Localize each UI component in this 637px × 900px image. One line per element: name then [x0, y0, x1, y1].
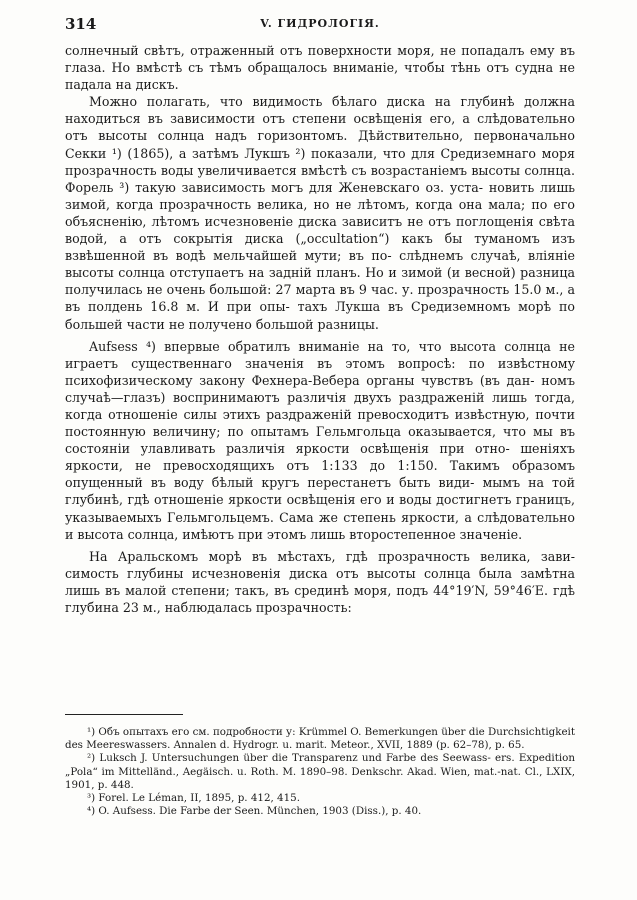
footnote-line: ³) Forel. Le Léman, II, 1895, p. 412, 415. [87, 792, 300, 805]
text-line: Секки ¹) (1865), а затѣмъ Лукшъ ²) показали, что для Средиземнаго [65, 145, 536, 161]
text-line: большой разницы. [255, 316, 379, 332]
running-header [65, 15, 575, 35]
footnote-line: ⁴) O. Aufsess. Die Farbe der Seen. München, 1903 (Diss.), p. 40. [87, 805, 422, 818]
text-line: тогда, когда отношеніе силы этихъ раздраженій превосходитъ извѣстную, [65, 389, 575, 422]
text-line: шеніяхъ яркости, не превосходящихъ отъ 1:133 до 1:150. Такимъ [65, 441, 575, 474]
text-line: номъ случаѣ—глазъ) воспринимаютъ различія двухъ раздраженій лишь [65, 372, 575, 405]
text-line: Но и зимой (и весной) разница получилась не очень большой: 27 марта [65, 265, 575, 298]
text-line: симость глубины исчезновенія диска отъ высоты солнца была замѣтна [65, 565, 575, 581]
text-line: На Аральскомъ морѣ въ мѣстахъ, гдѣ прозрачность велика, зави- [89, 548, 575, 564]
text-line: лишь въ малой степени; такъ, въ срединѣ моря, подъ 44°19′N, 59°46′E. [65, 582, 549, 598]
footnote-line: Akad. Wien, mat.-nat. Cl., LXIX, 1901, p. 448. [65, 765, 576, 791]
text-line: не играетъ существеннаго значенія въ этомъ вопросѣ: по извѣстному [65, 338, 575, 371]
text-line: судна не падала на дискъ. [65, 60, 575, 93]
paragraph-2 [65, 93, 575, 332]
text-line: слѣднемъ случаѣ, вліяніе высоты солнца отступаетъ на задній планъ. [65, 248, 575, 281]
text-line: новить лишь зимой, когда прозрачность велика, но не лѣтомъ, когда [65, 179, 576, 212]
text-line: она мала; по его объясненію, лѣтомъ исчезновеніе диска зависитъ не [65, 196, 575, 229]
page-number: 314 [65, 15, 97, 33]
text-line: моря прозрачность воды увеличивается вмѣстѣ съ возрастаніемъ высоты [65, 145, 575, 178]
text-line: отъ высоты солнца надъ горизонтомъ. Дѣйствительно, первоначально [65, 128, 575, 144]
text-line: яркости, а слѣдовательно и высота солнца, имѣютъ при этомъ лишь [65, 509, 575, 542]
text-line: находиться въ зависимости отъ степени освѣщенія его, а слѣдовательно [65, 111, 575, 127]
footnote-divider [65, 714, 183, 715]
footnote-3 [65, 792, 575, 805]
footnotes [65, 726, 575, 818]
text-line: второстепенное значеніе. [349, 526, 523, 542]
footnote-line: die Durchsichtigkeit des Meereswassers. Annalen d. Hydrogr. u. marit. Meteor., [65, 726, 575, 752]
paragraph-1 [65, 42, 575, 93]
text-line: отъ поглощенія свѣта водой, а отъ сокрытія диска („occultation“) [65, 213, 575, 247]
footnote-1 [65, 726, 575, 752]
text-line: почти постоянную величину; по опытамъ Гельмгольца оказывается, [65, 406, 575, 440]
text-line: въ глаза. Но вмѣстѣ съ тѣмъ обращалось вниманіе, чтобы тѣнь отъ [65, 43, 575, 76]
text-line: Можно полагать, что видимость бѣлаго диска на глубинѣ должна [89, 94, 575, 110]
chapter-title: V. ГИДРОЛОГІЯ. [260, 17, 380, 30]
text-line: солнца. Форель ³) такую зависимость могъ для Женевскаго оз. уста- [65, 162, 575, 195]
footnote-line: XVII, 1889 (p. 62–78), p. 65. [377, 739, 525, 752]
footnote-4 [65, 805, 575, 818]
text-line: образомъ опущенный въ воду бѣлый кругъ перестанетъ быть види- [65, 458, 575, 491]
footnote-line: ers. Expedition „Pola“ im Mittelländ., Aegäisch. u. Roth. M. 1890–98. Denkschr. [65, 752, 575, 778]
text-line: солнечный свѣтъ, отраженный отъ поверхности моря, не попадалъ ему [65, 43, 555, 58]
text-line: психофизическому закону Фехнера-Вебера органы чувствъ (въ дан- [65, 372, 535, 388]
text-line: въ 9 час. у. прозрачность 15.0 м., а въ полдень 16.8 м. И при опы- [65, 282, 575, 315]
paragraph-4 [65, 548, 575, 616]
text-line: достигнетъ границъ, указываемыхъ Гельмгольцемъ. Сама же степень [65, 492, 575, 525]
footnote-line: ²) Luksch J. Untersuchungen über die Transparenz und Farbe des Seewass- [87, 752, 491, 765]
footnote-2 [65, 752, 575, 792]
text-line: тахъ Лукша въ Средиземномъ морѣ по большей части не получено [65, 299, 575, 332]
text-line: гдѣ глубина 23 м., наблюдалась прозрачность: [65, 582, 575, 615]
text-line: какъ бы туманомъ изъ взвѣшенной въ водѣ мельчайшей мути; въ по- [65, 231, 575, 264]
text-line: мымъ на той глубинѣ, гдѣ отношеніе яркости освѣщенія его и воды [65, 475, 575, 508]
text-line: что мы въ состояніи улавливать различія яркости освѣщенія при отно- [65, 424, 575, 457]
paragraph-3 [65, 338, 575, 543]
main-text [65, 42, 575, 616]
text-line: Aufsess ⁴) впервые обратилъ вниманіе на то, что высота солнца [89, 338, 551, 354]
footnote-line: ¹) Объ опытахъ его см. подробности у: Krümmel O. Bemerkungen über [87, 726, 466, 738]
